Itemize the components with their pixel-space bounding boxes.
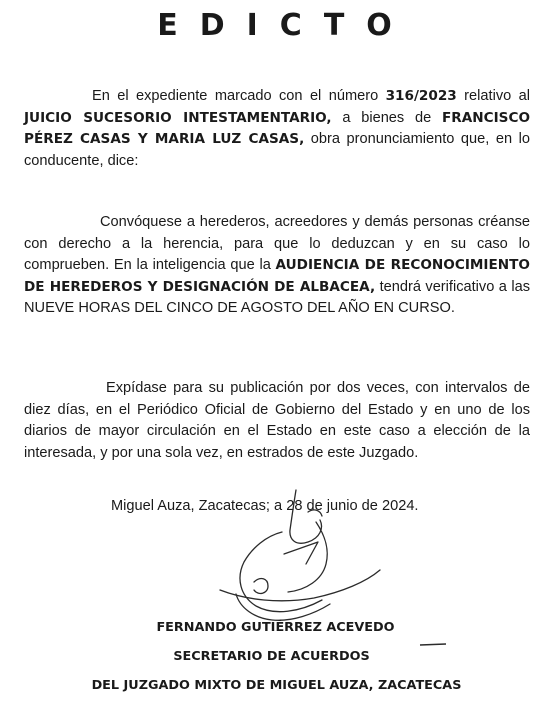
title-letter: D bbox=[199, 8, 225, 43]
edict-title bbox=[0, 8, 549, 43]
place-and-date: Miguel Auza, Zacatecas; a 28 de junio de 2024. bbox=[111, 498, 419, 514]
title-letter: O bbox=[366, 8, 392, 43]
signatory-court: DEL JUZGADO MIXTO DE MIGUEL AUZA, ZACATECAS bbox=[91, 678, 462, 693]
ink-stroke bbox=[418, 640, 448, 650]
para2-text-a: Convóquese a herederos, acreedores y demás personas créanse con derecho a la herencia, para que lo deduzcan y en su caso lo comprueben. En la inteligencia que la bbox=[24, 214, 530, 273]
signatory-role: SECRETARIO DE ACUERDOS bbox=[173, 649, 370, 664]
signatory-name: FERNANDO GUTIÉRREZ ACEVEDO bbox=[156, 620, 395, 635]
para2-text-b: tendrá verificativo a las NUEVE HORAS DEL CINCO DE AGOSTO DEL AÑO EN CURSO. bbox=[24, 278, 531, 316]
paragraph-publication bbox=[24, 378, 530, 464]
case-number: 316/2023 bbox=[385, 88, 457, 104]
title-letter: E bbox=[157, 8, 178, 43]
title-letter: C bbox=[279, 8, 302, 43]
paragraph-summons bbox=[24, 212, 530, 320]
paragraph-case-reference bbox=[24, 86, 530, 172]
deceased-names: FRANCISCO PÉREZ CASAS Y MARIA LUZ CASAS, bbox=[24, 109, 531, 147]
para1-text-a: En el expediente marcado con el número bbox=[92, 88, 386, 104]
para3-text: Expídase para su publicación por dos veces, con intervalos de diez días, en el Periódico Oficial de Gobierno del Estado y en uno de los diarios de mayor circulación en el Estado en este caso a elección de la interesada, y por una sola vez, en estrados de este Juzgado. bbox=[24, 380, 530, 461]
title-letter: I bbox=[246, 8, 258, 43]
para1-text-d: obra pronunciamiento que, en lo conducente, dice: bbox=[24, 131, 530, 169]
hearing-name: AUDIENCIA DE RECONOCIMIENTO DE HEREDEROS Y DESIGNACIÓN DE ALBACEA, bbox=[24, 257, 530, 295]
case-type: JUICIO SUCESORIO INTESTAMENTARIO, bbox=[24, 109, 332, 126]
title-letter: T bbox=[323, 8, 345, 43]
para1-text-b: relativo al bbox=[456, 88, 530, 104]
handwritten-signature bbox=[196, 482, 386, 642]
para1-text-c: a bienes de bbox=[331, 109, 442, 126]
